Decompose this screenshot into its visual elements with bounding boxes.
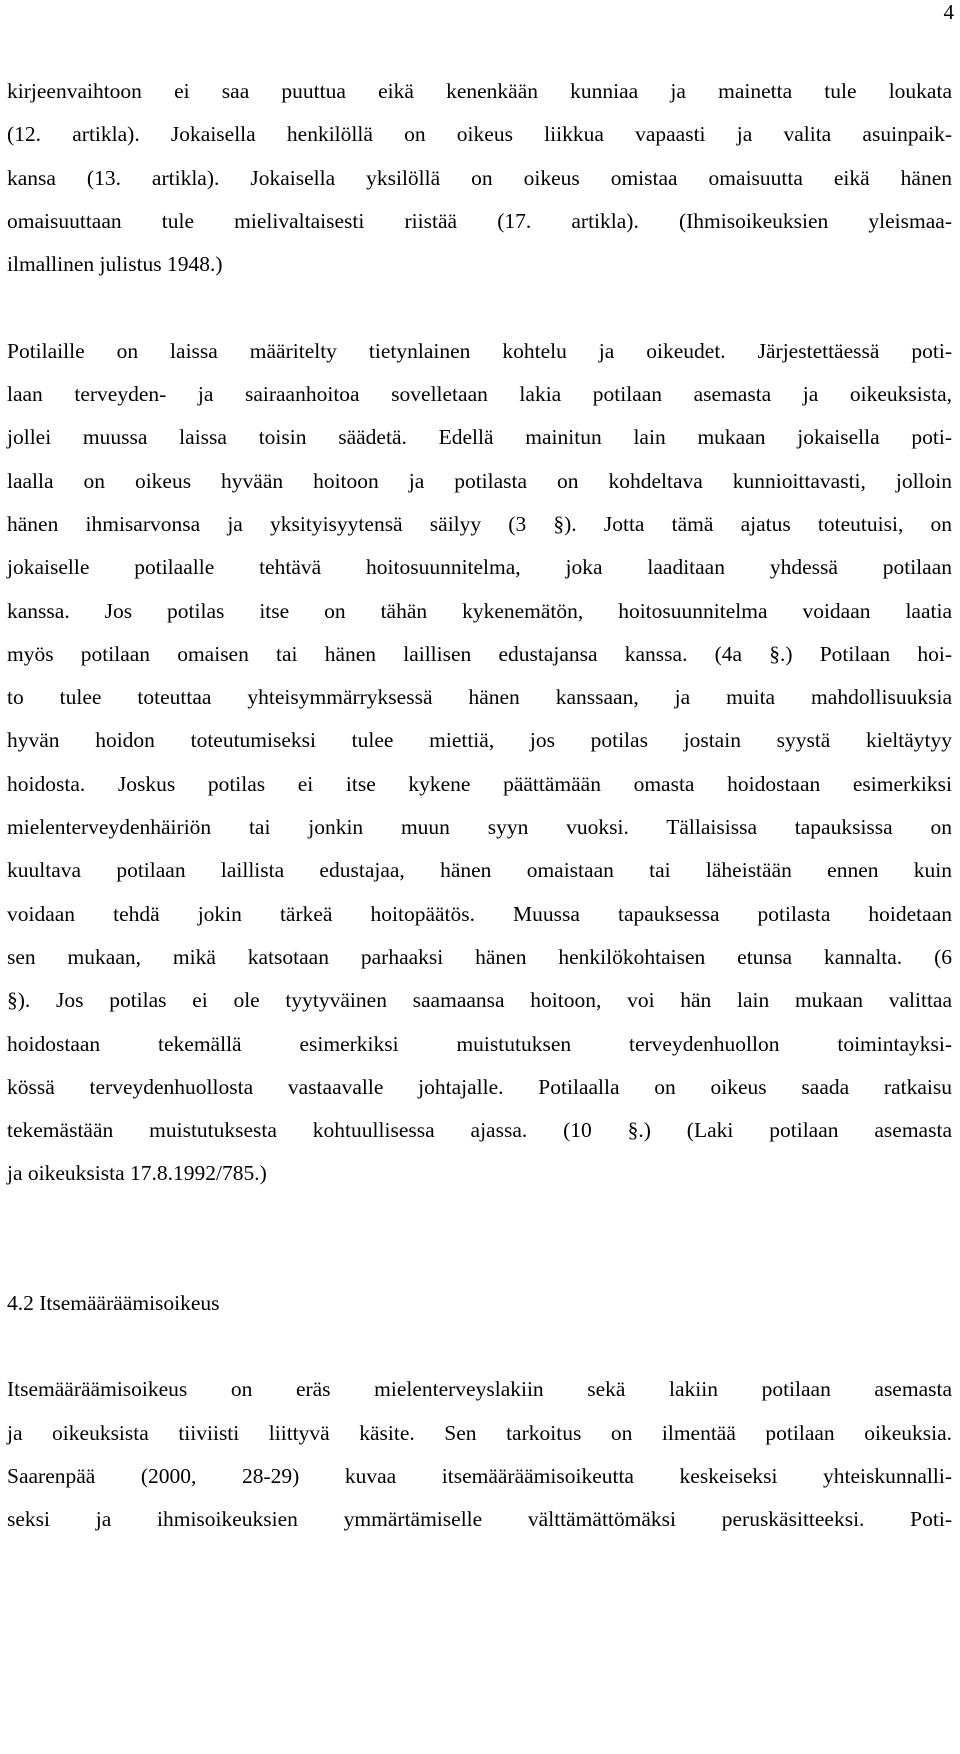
text-line: laan terveyden- ja sairaanhoitoa sovelletaan lakia potilaan asemasta ja oikeuksista,: [7, 382, 952, 407]
heading-gap: [7, 1325, 952, 1368]
text-line: kirjeenvaihtoon ei saa puuttua eikä kenenkään kunniaa ja mainetta tule loukata: [7, 79, 952, 103]
text-line: voidaan tehdä jokin tärkeä hoitopäätös. Muussa tapauksessa potilasta hoidetaan: [7, 901, 952, 926]
paragraph-gap: [7, 286, 952, 329]
text-line: tekemästään muistutuksesta kohtuullisessa ajassa. (10 §.) (Laki potilaan asemasta: [7, 1118, 952, 1143]
text-line: (12. artikla). Jokaisella henkilöllä on oikeus liikkua vapaasti ja valita asuinpaik-: [7, 122, 952, 147]
text-line: kansa (13. artikla). Jokaisella yksilöllä on oikeus omistaa omaisuutta eikä hänen: [7, 165, 952, 190]
section-heading: 4.2 Itsemääräämisoikeus: [7, 1290, 220, 1315]
paragraph-patient-rights: [7, 330, 952, 1196]
text-line: §). Jos potilas ei ole tyytyväinen saamaansa hoitoon, voi hän lain mukaan valittaa: [7, 988, 952, 1013]
text-line: hoidostaan tekemällä esimerkiksi muistutuksen terveydenhuollon toimintayksi-: [7, 1031, 952, 1056]
text-line: ja oikeuksista tiiviisti liittyvä käsite. Sen tarkoitus on ilmentää potilaan oikeuksia.: [7, 1420, 952, 1445]
paragraph-self-determination: [7, 1368, 952, 1541]
text-line: Saarenpää (2000, 28-29) kuvaa itsemääräämisoikeutta keskeiseksi yhteiskunnalli-: [7, 1463, 952, 1488]
text-line: ilmallinen julistus 1948.): [7, 252, 223, 277]
text-line: ja oikeuksista 17.8.1992/785.): [7, 1161, 267, 1186]
text-line: Potilaille on laissa määritelty tietynlainen kohtelu ja oikeudet. Järjestettäessä poti-: [7, 338, 952, 363]
text-line: sen mukaan, mikä katsotaan parhaaksi hänen henkilökohtaisen etunsa kannalta. (6: [7, 944, 952, 969]
text-line: to tulee toteuttaa yhteisymmärryksessä hänen kanssaan, ja muita mahdollisuuksia: [7, 685, 952, 710]
text-line: kössä terveydenhuollosta vastaavalle johtajalle. Potilaalla on oikeus saada ratkaisu: [7, 1074, 952, 1099]
text-line: hyvän hoidon toteutumiseksi tulee miettiä, jos potilas jostain syystä kieltäytyy: [7, 728, 952, 753]
text-line: jokaiselle potilaalle tehtävä hoitosuunnitelma, joka laaditaan yhdessä potilaan: [7, 555, 952, 580]
section-gap: [7, 1196, 952, 1282]
text-line: hänen ihmisarvonsa ja yksityisyytensä säilyy (3 §). Jotta tämä ajatus toteutuisi, on: [7, 511, 952, 536]
text-line: hoidosta. Joskus potilas ei itse kykene päättämään omasta hoidostaan esimerkiksi: [7, 771, 952, 796]
text-line: myös potilaan omaisen tai hänen laillisen edustajansa kanssa. (4a §.) Potilaan hoi-: [7, 641, 952, 666]
text-line: kanssa. Jos potilas itse on tähän kykenemätön, hoitosuunnitelma voidaan laatia: [7, 598, 952, 623]
text-line: mielenterveydenhäiriön tai jonkin muun syyn vuoksi. Tällaisissa tapauksissa on: [7, 815, 952, 840]
document-body: [7, 70, 952, 1542]
text-line: jollei muussa laissa toisin säädetä. Edellä mainitun lain mukaan jokaisella poti-: [7, 425, 952, 450]
text-line: seksi ja ihmisoikeuksien ymmärtämiselle välttämättömäksi peruskäsitteeksi. Poti-: [7, 1507, 952, 1532]
text-line: laalla on oikeus hyvään hoitoon ja potilasta on kohdeltava kunnioittavasti, jolloin: [7, 468, 952, 493]
text-line: omaisuuttaan tule mielivaltaisesti riistää (17. artikla). (Ihmisoikeuksien yleismaa-: [7, 208, 952, 233]
page-number: 4: [943, 0, 954, 24]
text-line: Itsemääräämisoikeus on eräs mielenterveyslakiin sekä lakiin potilaan asemasta: [7, 1377, 952, 1402]
text-line: kuultava potilaan laillista edustajaa, hänen omaistaan tai läheistään ennen kuin: [7, 858, 952, 883]
paragraph-human-rights: [7, 70, 952, 286]
